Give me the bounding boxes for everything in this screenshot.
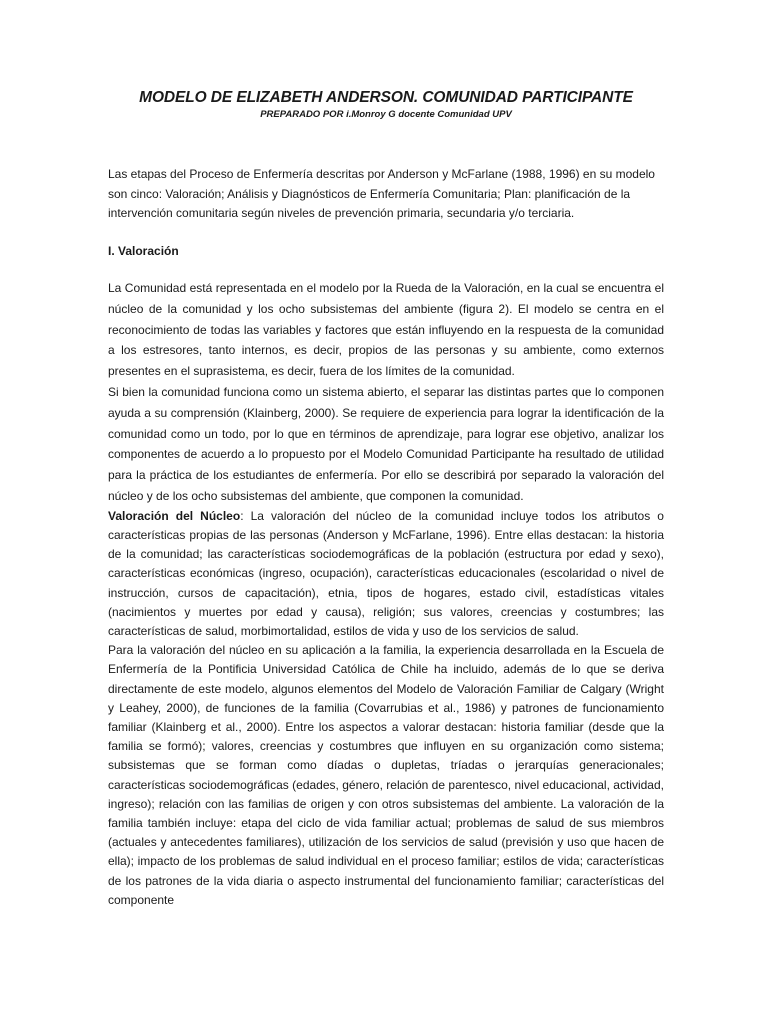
paragraph-familia: Para la valoración del núcleo en su aplicación a la familia, la experiencia desarrollada en la Escuela de Enfermería de la Pontificia Universidad Católica de Chile ha incluido, además de lo que se deriva directamente de este modelo, algunos elementos del Modelo de Valoración Familiar de Calgary (Wright y Leahey, 2000), de funciones de la familia (Covarrubias et al., 1986) y patrones de funcionamiento familiar (Klainberg et al., 2000). Entre los aspectos a valorar destacan: historia familiar (desde que la familia se formó); valores, creencias y costumbres que influyen en su organización como sistema; subsistemas que se forman como díadas o dupletas, tríadas o jerarquías generacionales; características sociodemográficas (edades, género, relación de parentesco, nivel educacional, actividad, ingreso); relación con las familias de origen y con otros subsistemas del ambiente. La valoración de la familia también incluye: etapa del ciclo de vida familiar actual; problemas de salud de sus miembros (actuales y antecedentes familiares), utilización de los servicios de salud (previsión y uso que hacen de ella); impacto de los problemas de salud individual en el proceso familiar; estilos de vida; características de los patrones de la vida diaria o aspecto instrumental del funcionamiento familiar; características del componente bbox=[108, 643, 664, 907]
document-page bbox=[108, 88, 664, 910]
paragraph-rueda-valoracion: La Comunidad está representada en el modelo por la Rueda de la Valoración, en la cual se encuentra el núcleo de la comunidad y los ocho subsistemas del ambiente (figura 2). El modelo se centra en el reconocimiento de todas las variables y factores que están influyendo en la respuesta de la comunidad a los estresores, tanto internos, es decir, propios de las personas y su ambiente, como externos presentes en el suprasistema, es decir, fuera de los límites de la comunidad. bbox=[108, 281, 664, 379]
valoracion-nucleo-label: Valoración del Núcleo bbox=[108, 508, 241, 523]
paragraph-sistema-abierto: Si bien la comunidad funciona como un sistema abierto, el separar las distintas partes que lo componen ayuda a su comprensión (Klainberg, 2000). Se requiere de experiencia para lograr la identificación de la comunidad como un todo, por lo que en términos de aprendizaje, para lograr ese objetivo, analizar los componentes de acuerdo a lo propuesto por el Modelo Comunidad Participante ha resultado de utilidad para la práctica de los estudiantes de enfermería. Por ello se describirá por separado la valoración del núcleo y de los ocho subsistemas del ambiente, que componen la comunidad. bbox=[108, 384, 664, 503]
paragraph-valoracion-nucleo bbox=[108, 507, 664, 641]
section-heading-text: I. Valoración bbox=[108, 243, 179, 258]
body-text bbox=[108, 278, 664, 910]
section-heading bbox=[108, 242, 664, 262]
valoracion-nucleo-text: : La valoración del núcleo de la comunidad incluye todos los atributos o características propias de las personas (Anderson y McFarlane, 1996). Entre ellas destacan: la historia de la comunidad; las características sociodemográficas de la población (estructura por edad y sexo), características económicas (ingreso, ocupación), características educacionales (escolaridad o nivel de instrucción, cursos de capacitación), etnia, tipos de hogares, estado civil, estadísticas vitales (nacimientos y muertes por edad y causa), religión; sus valores, creencias y costumbres; las características de salud, morbimortalidad, estilos de vida y uso de los servicios de salud. bbox=[108, 508, 664, 638]
intro-paragraph: Las etapas del Proceso de Enfermería descritas por Anderson y McFarlane (1988, 1996) en su modelo son cinco: Valoración; Análisis y Diagnósticos de Enfermería Comunitaria; Plan: planificación de la intervención comunitaria según niveles de prevención primaria, secundaria y/o terciaria. bbox=[108, 167, 655, 220]
document-title: MODELO DE ELIZABETH ANDERSON. COMUNIDAD PARTICIPANTE bbox=[139, 89, 633, 106]
document-subtitle: PREPARADO POR i.Monroy G docente Comunidad UPV bbox=[260, 109, 512, 120]
